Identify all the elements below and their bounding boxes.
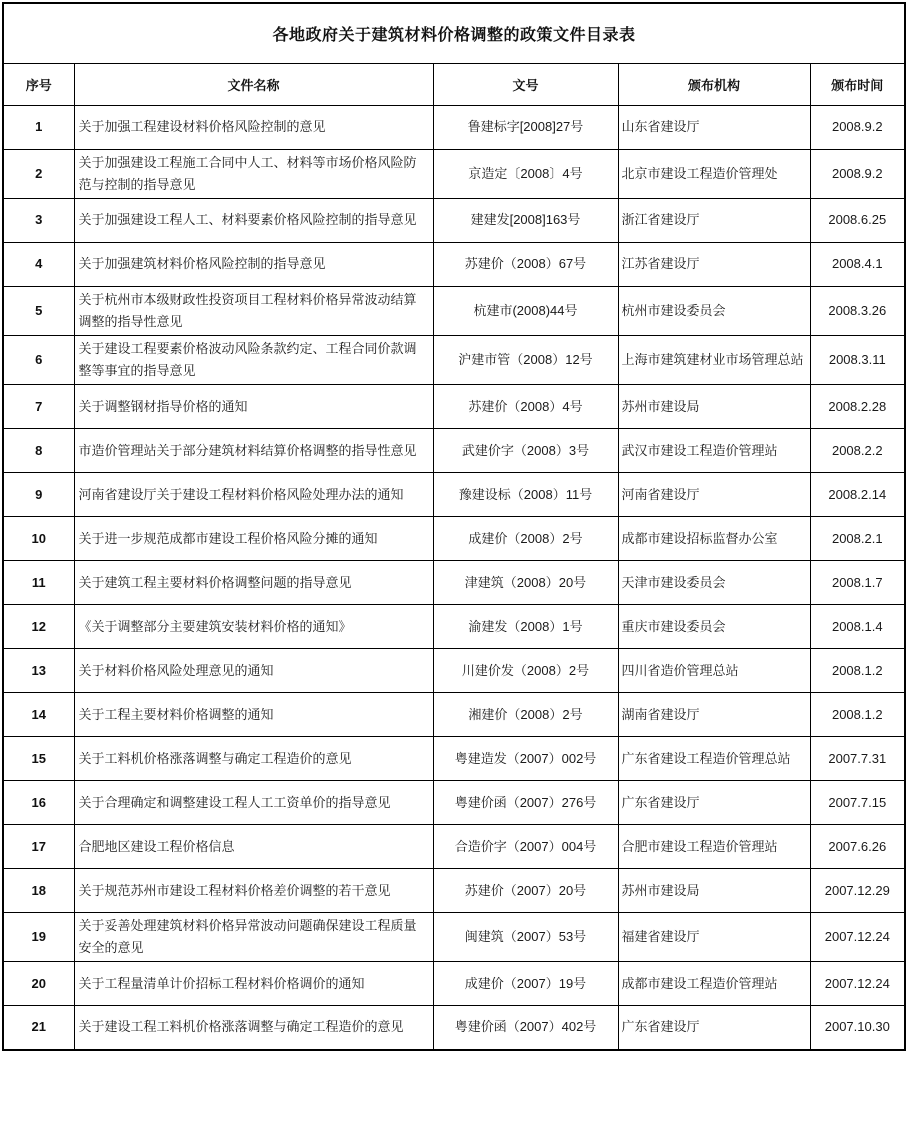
row-number-cell: 10 [3, 517, 74, 561]
table-row [3, 242, 905, 286]
doc-number-cell: 豫建设标（2008）11号 [433, 473, 618, 517]
table-row [3, 1006, 905, 1050]
doc-number-cell: 苏建价（2008）67号 [433, 242, 618, 286]
agency-cell: 四川省造价管理总站 [618, 649, 810, 693]
date-cell: 2007.10.30 [810, 1006, 905, 1050]
table-row [3, 335, 905, 384]
agency-cell: 合肥市建设工程造价管理站 [618, 825, 810, 869]
row-number-cell: 3 [3, 198, 74, 242]
table-row [3, 198, 905, 242]
doc-number-cell: 川建价发（2008）2号 [433, 649, 618, 693]
doc-number-cell: 苏建价（2007）20号 [433, 869, 618, 913]
doc-name-cell: 关于工程主要材料价格调整的通知 [74, 693, 433, 737]
doc-name-cell: 市造价管理站关于部分建筑材料结算价格调整的指导性意见 [74, 429, 433, 473]
agency-cell: 江苏省建设厅 [618, 242, 810, 286]
date-cell: 2008.3.11 [810, 335, 905, 384]
doc-number-cell: 杭建市(2008)44号 [433, 286, 618, 335]
page-title: 各地政府关于建筑材料价格调整的政策文件目录表 [3, 3, 905, 63]
col-header-doc-name: 文件名称 [74, 63, 433, 105]
doc-name-cell: 关于加强建筑材料价格风险控制的指导意见 [74, 242, 433, 286]
agency-cell: 北京市建设工程造价管理处 [618, 149, 810, 198]
agency-cell: 成都市建设工程造价管理站 [618, 962, 810, 1006]
doc-number-cell: 湘建价（2008）2号 [433, 693, 618, 737]
table-row [3, 149, 905, 198]
table-row [3, 561, 905, 605]
doc-number-cell: 京造定〔2008〕4号 [433, 149, 618, 198]
doc-name-cell: 关于杭州市本级财政性投资项目工程材料价格异常波动结算调整的指导性意见 [74, 286, 433, 335]
doc-name-cell: 关于加强建设工程施工合同中人工、材料等市场价格风险防范与控制的指导意见 [74, 149, 433, 198]
table-row [3, 385, 905, 429]
doc-name-cell: 关于材料价格风险处理意见的通知 [74, 649, 433, 693]
row-number-cell: 8 [3, 429, 74, 473]
agency-cell: 武汉市建设工程造价管理站 [618, 429, 810, 473]
doc-name-cell: 关于加强建设工程人工、材料要素价格风险控制的指导意见 [74, 198, 433, 242]
table-row [3, 429, 905, 473]
doc-number-cell: 鲁建标字[2008]27号 [433, 105, 618, 149]
row-number-cell: 19 [3, 913, 74, 962]
agency-cell: 福建省建设厅 [618, 913, 810, 962]
table-row [3, 517, 905, 561]
row-number-cell: 6 [3, 335, 74, 384]
date-cell: 2008.6.25 [810, 198, 905, 242]
row-number-cell: 14 [3, 693, 74, 737]
doc-number-cell: 成建价（2008）2号 [433, 517, 618, 561]
agency-cell: 广东省建设厅 [618, 781, 810, 825]
row-number-cell: 20 [3, 962, 74, 1006]
doc-number-cell: 粤建价函（2007）402号 [433, 1006, 618, 1050]
agency-cell: 广东省建设厅 [618, 1006, 810, 1050]
date-cell: 2007.7.31 [810, 737, 905, 781]
table-title-row [3, 3, 905, 63]
doc-number-cell: 合造价字（2007）004号 [433, 825, 618, 869]
row-number-cell: 12 [3, 605, 74, 649]
agency-cell: 苏州市建设局 [618, 385, 810, 429]
row-number-cell: 17 [3, 825, 74, 869]
table-row [3, 825, 905, 869]
doc-number-cell: 粤建价函（2007）276号 [433, 781, 618, 825]
doc-name-cell: 关于建设工程工料机价格涨落调整与确定工程造价的意见 [74, 1006, 433, 1050]
date-cell: 2008.4.1 [810, 242, 905, 286]
date-cell: 2007.6.26 [810, 825, 905, 869]
date-cell: 2008.2.1 [810, 517, 905, 561]
table-row [3, 781, 905, 825]
date-cell: 2008.1.2 [810, 649, 905, 693]
table-body [3, 105, 905, 1050]
date-cell: 2008.2.14 [810, 473, 905, 517]
doc-name-cell: 《关于调整部分主要建筑安装材料价格的通知》 [74, 605, 433, 649]
row-number-cell: 2 [3, 149, 74, 198]
row-number-cell: 13 [3, 649, 74, 693]
agency-cell: 成都市建设招标监督办公室 [618, 517, 810, 561]
agency-cell: 广东省建设工程造价管理总站 [618, 737, 810, 781]
date-cell: 2008.3.26 [810, 286, 905, 335]
col-header-doc-number: 文号 [433, 63, 618, 105]
doc-number-cell: 武建价字（2008）3号 [433, 429, 618, 473]
doc-name-cell: 合肥地区建设工程价格信息 [74, 825, 433, 869]
agency-cell: 杭州市建设委员会 [618, 286, 810, 335]
doc-number-cell: 沪建市管（2008）12号 [433, 335, 618, 384]
row-number-cell: 15 [3, 737, 74, 781]
doc-number-cell: 成建价（2007）19号 [433, 962, 618, 1006]
table-row [3, 913, 905, 962]
doc-name-cell: 河南省建设厅关于建设工程材料价格风险处理办法的通知 [74, 473, 433, 517]
doc-name-cell: 关于工料机价格涨落调整与确定工程造价的意见 [74, 737, 433, 781]
doc-number-cell: 渝建发（2008）1号 [433, 605, 618, 649]
date-cell: 2007.7.15 [810, 781, 905, 825]
col-header-number: 序号 [3, 63, 74, 105]
date-cell: 2007.12.24 [810, 913, 905, 962]
table-row [3, 693, 905, 737]
table-header-row [3, 63, 905, 105]
agency-cell: 上海市建筑建材业市场管理总站 [618, 335, 810, 384]
date-cell: 2008.2.28 [810, 385, 905, 429]
row-number-cell: 1 [3, 105, 74, 149]
doc-number-cell: 闽建筑（2007）53号 [433, 913, 618, 962]
agency-cell: 苏州市建设局 [618, 869, 810, 913]
row-number-cell: 16 [3, 781, 74, 825]
table-row [3, 605, 905, 649]
row-number-cell: 18 [3, 869, 74, 913]
row-number-cell: 21 [3, 1006, 74, 1050]
row-number-cell: 9 [3, 473, 74, 517]
doc-name-cell: 关于建筑工程主要材料价格调整问题的指导意见 [74, 561, 433, 605]
doc-name-cell: 关于工程量清单计价招标工程材料价格调价的通知 [74, 962, 433, 1006]
agency-cell: 天津市建设委员会 [618, 561, 810, 605]
agency-cell: 河南省建设厅 [618, 473, 810, 517]
policy-doc-table [2, 2, 906, 1051]
doc-number-cell: 津建筑（2008）20号 [433, 561, 618, 605]
row-number-cell: 5 [3, 286, 74, 335]
col-header-agency: 颁布机构 [618, 63, 810, 105]
doc-number-cell: 建建发[2008]163号 [433, 198, 618, 242]
doc-name-cell: 关于加强工程建设材料价格风险控制的意见 [74, 105, 433, 149]
doc-name-cell: 关于规范苏州市建设工程材料价格差价调整的若干意见 [74, 869, 433, 913]
doc-number-cell: 粤建造发（2007）002号 [433, 737, 618, 781]
date-cell: 2008.1.4 [810, 605, 905, 649]
row-number-cell: 7 [3, 385, 74, 429]
table-row [3, 869, 905, 913]
agency-cell: 重庆市建设委员会 [618, 605, 810, 649]
date-cell: 2008.1.7 [810, 561, 905, 605]
date-cell: 2008.9.2 [810, 149, 905, 198]
table-row [3, 286, 905, 335]
table-row [3, 105, 905, 149]
col-header-date: 颁布时间 [810, 63, 905, 105]
doc-name-cell: 关于合理确定和调整建设工程人工工资单价的指导意见 [74, 781, 433, 825]
agency-cell: 浙江省建设厅 [618, 198, 810, 242]
date-cell: 2008.1.2 [810, 693, 905, 737]
table-row [3, 649, 905, 693]
doc-name-cell: 关于调整钢材指导价格的通知 [74, 385, 433, 429]
row-number-cell: 11 [3, 561, 74, 605]
doc-name-cell: 关于进一步规范成都市建设工程价格风险分摊的通知 [74, 517, 433, 561]
date-cell: 2007.12.29 [810, 869, 905, 913]
row-number-cell: 4 [3, 242, 74, 286]
doc-number-cell: 苏建价（2008）4号 [433, 385, 618, 429]
table-row [3, 962, 905, 1006]
doc-name-cell: 关于建设工程要素价格波动风险条款约定、工程合同价款调整等事宜的指导意见 [74, 335, 433, 384]
agency-cell: 山东省建设厅 [618, 105, 810, 149]
doc-name-cell: 关于妥善处理建筑材料价格异常波动问题确保建设工程质量安全的意见 [74, 913, 433, 962]
table-row [3, 737, 905, 781]
table-row [3, 473, 905, 517]
date-cell: 2008.9.2 [810, 105, 905, 149]
agency-cell: 湖南省建设厅 [618, 693, 810, 737]
date-cell: 2007.12.24 [810, 962, 905, 1006]
date-cell: 2008.2.2 [810, 429, 905, 473]
